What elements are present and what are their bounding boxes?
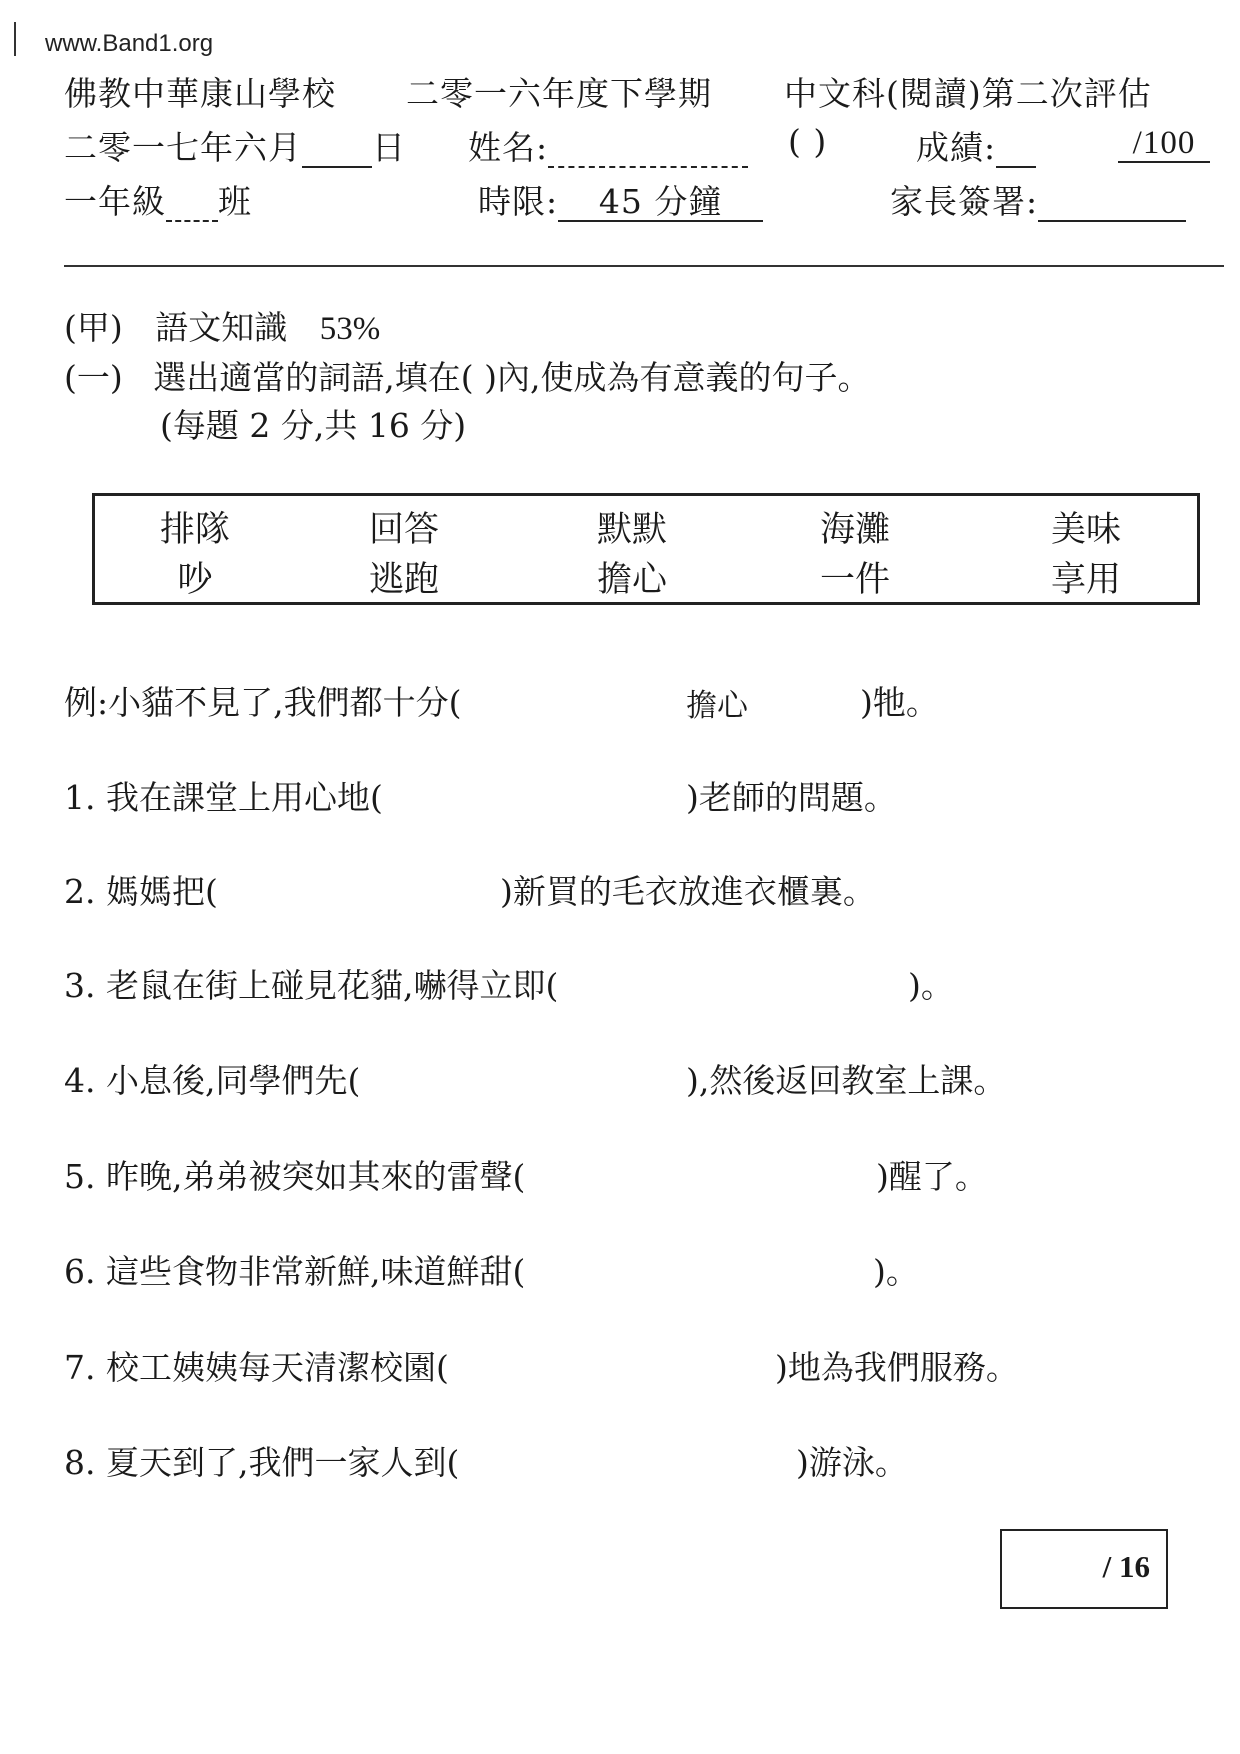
word-bank-item: 一件 [819,560,891,600]
question-1-before: 1. 我在課堂上用心地( [64,778,383,817]
word-bank-item: 美味 [1050,510,1122,550]
question-7-after: )地為我們服務。 [775,1348,1019,1387]
section-heading [64,302,380,349]
example-before: 例:小貓不見了,我們都十分( [64,683,462,722]
parent-signature-blank[interactable] [1038,185,1186,222]
word-bank-item: 享用 [1050,560,1122,600]
time-value: 45 分鐘 [558,185,763,222]
name-label: 姓名: [468,128,549,167]
example-after: )牠。 [860,683,939,722]
class-blank[interactable] [166,185,218,222]
header-divider [64,265,1224,267]
grade-prefix: 一年級 [64,182,166,221]
score-blank-short[interactable] [996,131,1036,168]
question-6-before: 6. 這些食物非常新鮮,味道鮮甜( [64,1252,526,1291]
question-5-after: )醒了。 [876,1157,988,1196]
word-bank-item: 排隊 [159,510,231,550]
question-8-before: 8. 夏天到了,我們一家人到( [64,1443,460,1482]
subject: 中文科(閱讀)第二次評估 [784,74,1152,113]
question-4-after: ),然後返回教室上課。 [686,1061,1007,1100]
name-blank[interactable] [548,131,748,168]
parent-label: 家長簽署: [890,182,1039,221]
school-name: 佛教中華康山學校 [64,74,336,113]
question-6-after: )。 [873,1252,919,1291]
date-line [64,122,406,169]
section-score-box [1000,1529,1168,1609]
class-number-brackets[interactable]: ( ) [788,122,828,161]
term: 二零一六年度下學期 [406,74,712,113]
section-weight: 53% [319,311,381,347]
grade-line [64,176,252,223]
question-7-before: 7. 校工姨姨每天清潔校園( [64,1348,449,1387]
date-suffix: 日 [372,128,406,167]
grade-suffix: 班 [218,182,252,221]
section-score-total: / 16 [1102,1549,1150,1584]
time-line [478,176,763,223]
word-bank-item: 海灘 [819,510,891,550]
score-total: /100 [1118,122,1210,163]
date-prefix: 二零一七年六月 [64,128,302,167]
parent-line [890,176,1186,223]
section-name: 語文知識 [155,308,288,347]
part1-instruction: 選出適當的詞語,填在( )內,使成為有意義的句子。 [153,358,871,397]
question-3-before: 3. 老鼠在街上碰見花貓,嚇得立即( [64,966,559,1005]
word-bank-item: 回答 [368,510,440,550]
example-answer: 擔心 [686,688,748,724]
word-bank-item: 逃跑 [368,560,440,600]
word-bank-item: 擔心 [596,560,668,600]
word-bank [92,493,1200,605]
question-3-after: )。 [908,966,954,1005]
watermark: www.Band1.org [45,30,214,57]
question-2-after: )新買的毛衣放進衣櫃裏。 [500,872,876,911]
question-5-before: 5. 昨晚,弟弟被突如其來的雷聲( [64,1157,526,1196]
time-label: 時限: [478,182,559,221]
score-label: 成績: [916,128,997,167]
section-number: (甲) [64,308,123,347]
day-blank[interactable] [302,131,372,168]
question-2-before: 2. 媽媽把( [64,872,218,911]
part1-number: (一) [64,358,123,397]
word-bank-item: 默默 [596,510,668,550]
question-4-before: 4. 小息後,同學們先( [64,1061,361,1100]
word-bank-item: 吵 [177,560,213,600]
name-line [468,122,748,169]
part1-marks: (每題 2 分,共 16 分) [160,406,467,445]
question-1-after: )老師的問題。 [686,778,897,817]
part1-instruction-line [64,352,870,399]
margin-mark [14,22,16,56]
question-8-after: )游泳。 [796,1443,908,1482]
score-line [916,122,1036,169]
